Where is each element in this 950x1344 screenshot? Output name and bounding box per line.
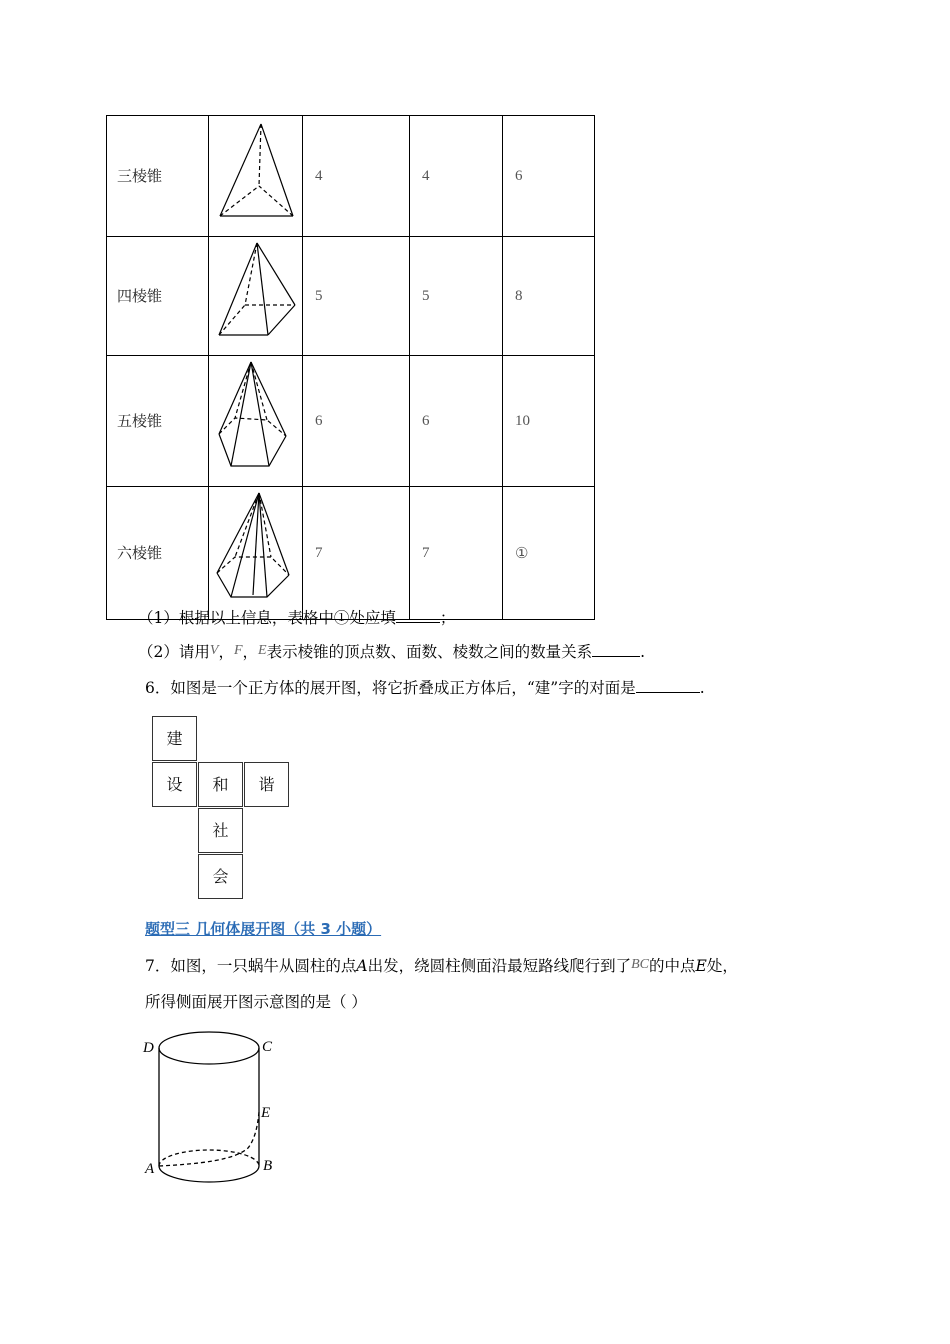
q7-text-d: 处，: [706, 957, 738, 975]
table-row: [107, 237, 595, 356]
pyramid-table: [106, 115, 595, 620]
net-cell: 建: [152, 716, 197, 761]
face-count: 4: [410, 116, 503, 237]
q7-question-line1: [145, 954, 738, 976]
vertex-count: 7: [303, 487, 410, 620]
comma: ，: [242, 643, 259, 661]
cylinder-figure: [140, 1030, 290, 1200]
var-f: F: [233, 643, 243, 658]
net-cell: 和: [198, 762, 243, 807]
cube-net: [152, 716, 292, 900]
net-cell: 会: [198, 854, 243, 899]
vertex-count: 4: [303, 116, 410, 237]
q7-text-c: 的中点: [648, 957, 696, 975]
q5-part2-end: .: [640, 643, 646, 661]
q6-text: 6．如图是一个正方体的展开图，将它折叠成正方体后，“建”字的对面是: [145, 679, 636, 697]
net-cell: 社: [198, 808, 243, 853]
q6-end: .: [699, 679, 705, 697]
face-count: 6: [410, 356, 503, 487]
q5-part1-text: （1）根据以上信息，表格中①处应填: [138, 609, 396, 627]
label-b: B: [263, 1158, 273, 1174]
shape-name: 四棱锥: [107, 237, 209, 356]
face-count: 5: [410, 237, 503, 356]
vertex-count: 6: [303, 356, 410, 487]
edge-count: 10: [503, 356, 595, 487]
edge-count: 8: [503, 237, 595, 356]
answer-blank: [592, 642, 640, 657]
label-c: C: [262, 1039, 273, 1055]
label-a: A: [145, 1161, 155, 1177]
var-e: E: [258, 643, 267, 658]
net-cell: 谐: [244, 762, 289, 807]
table-row: [107, 116, 595, 237]
point-e: E: [695, 957, 707, 975]
table-row: [107, 487, 595, 620]
answer-blank: [636, 678, 700, 693]
point-a: A: [356, 957, 368, 975]
q5-part2-text: （2）请用: [138, 643, 210, 661]
label-d: D: [143, 1040, 154, 1056]
face-count: 7: [410, 487, 503, 620]
shape-name: 六棱锥: [107, 487, 209, 620]
q7-question-line2: 所得侧面展开图示意图的是（ ）: [145, 993, 367, 1011]
q7-text: 7．如图，一只蜗牛从圆柱的点: [145, 957, 357, 975]
hexagonal-pyramid-figure: [209, 487, 303, 620]
square-pyramid-figure: [209, 237, 303, 356]
label-e: E: [261, 1105, 271, 1121]
q5-part2: [138, 640, 645, 662]
answer-blank: [396, 608, 440, 623]
vertex-count: 5: [303, 237, 410, 356]
section-heading[interactable]: 题型三 几何体展开图（共 3 小题）: [145, 920, 382, 938]
segment-bc: BC: [631, 957, 649, 972]
shape-name: 五棱锥: [107, 356, 209, 487]
comma: ，: [218, 643, 234, 661]
table-row: [107, 356, 595, 487]
edge-count: 6: [503, 116, 595, 237]
q5-part1-end: ；: [439, 609, 456, 627]
q5-part1: [138, 606, 455, 628]
triangular-pyramid-figure: [209, 116, 303, 237]
pentagonal-pyramid-figure: [209, 356, 303, 487]
shape-name: 三棱锥: [107, 116, 209, 237]
q5-part2-text-b: 表示棱锥的顶点数、面数、棱数之间的数量关系: [266, 643, 593, 661]
q7-text-b: 出发，绕圆柱侧面沿最短路线爬行到了: [367, 957, 632, 975]
q6-question: [145, 676, 705, 698]
var-v: V: [209, 643, 219, 658]
edge-count: ①: [503, 487, 595, 620]
net-cell: 设: [152, 762, 197, 807]
